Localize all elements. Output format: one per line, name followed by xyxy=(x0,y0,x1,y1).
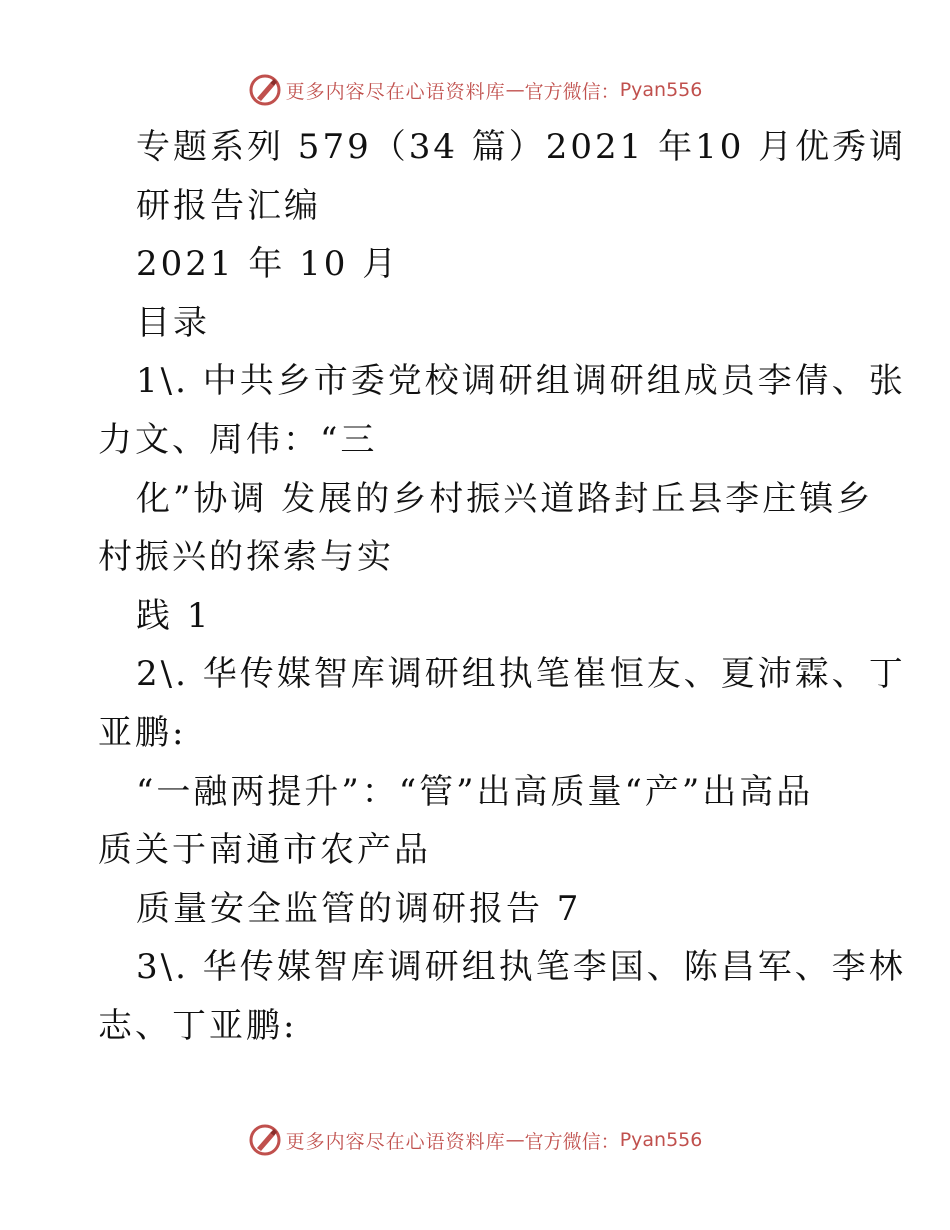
toc-item-2-line-2: 亚鹏: xyxy=(98,712,187,753)
pen-logo-icon xyxy=(248,73,282,107)
banner-official-label: 官方微信： xyxy=(524,80,620,103)
footer-watermark-banner xyxy=(0,1120,950,1160)
toc-item-1-line-5: 践 1 xyxy=(136,595,212,636)
toc-item-3-line-2: 志、丁亚鹏: xyxy=(98,1005,298,1046)
toc-item-1-line-4: 村振兴的探索与实 xyxy=(98,537,394,578)
toc-item-2-line-1: 2\. 华传媒智库调研组执笔崔恒友、夏沛霖、丁 xyxy=(136,654,906,695)
doc-date: 2021 年 10 月 xyxy=(136,244,400,285)
banner-wechat-id: Pyan556 xyxy=(619,79,703,101)
toc-item-1-line-2: 力文、周伟：“三 xyxy=(98,419,378,460)
toc-item-2-line-5: 质量安全监管的调研报告 7 xyxy=(136,888,582,929)
header-watermark-banner xyxy=(0,70,950,110)
doc-title-line-2: 研报告汇编 xyxy=(136,185,321,226)
doc-title-line-1: 专题系列 579（34 篇）2021 年10 月优秀调 xyxy=(136,127,907,167)
toc-item-3-line-1: 3\. 华传媒智库调研组执笔李国、陈昌军、李林 xyxy=(136,947,906,988)
toc-item-2-line-4: 质关于南通市农产品 xyxy=(98,830,431,871)
banner-wechat-id: Pyan556 xyxy=(619,1129,703,1151)
document-body xyxy=(98,118,907,1056)
toc-heading: 目录 xyxy=(136,302,210,343)
banner-brand-text: 更多内容尽在心语资料库 xyxy=(285,1130,506,1153)
banner-brand-text: 更多内容尽在心语资料库 xyxy=(285,80,506,103)
toc-item-2-line-3: “一融两提升”：“管”出高质量“产”出高品 xyxy=(136,771,814,812)
banner-dash: — xyxy=(505,79,525,101)
pen-logo-icon xyxy=(248,1123,282,1157)
toc-item-1-line-1: 1\. 中共乡市委党校调研组调研组成员李倩、张 xyxy=(136,361,906,402)
banner-dash: — xyxy=(505,1129,525,1151)
toc-item-1-line-3: 化”协调 发展的乡村振兴道路封丘县李庄镇乡 xyxy=(136,478,874,519)
banner-official-label: 官方微信： xyxy=(524,1130,620,1153)
